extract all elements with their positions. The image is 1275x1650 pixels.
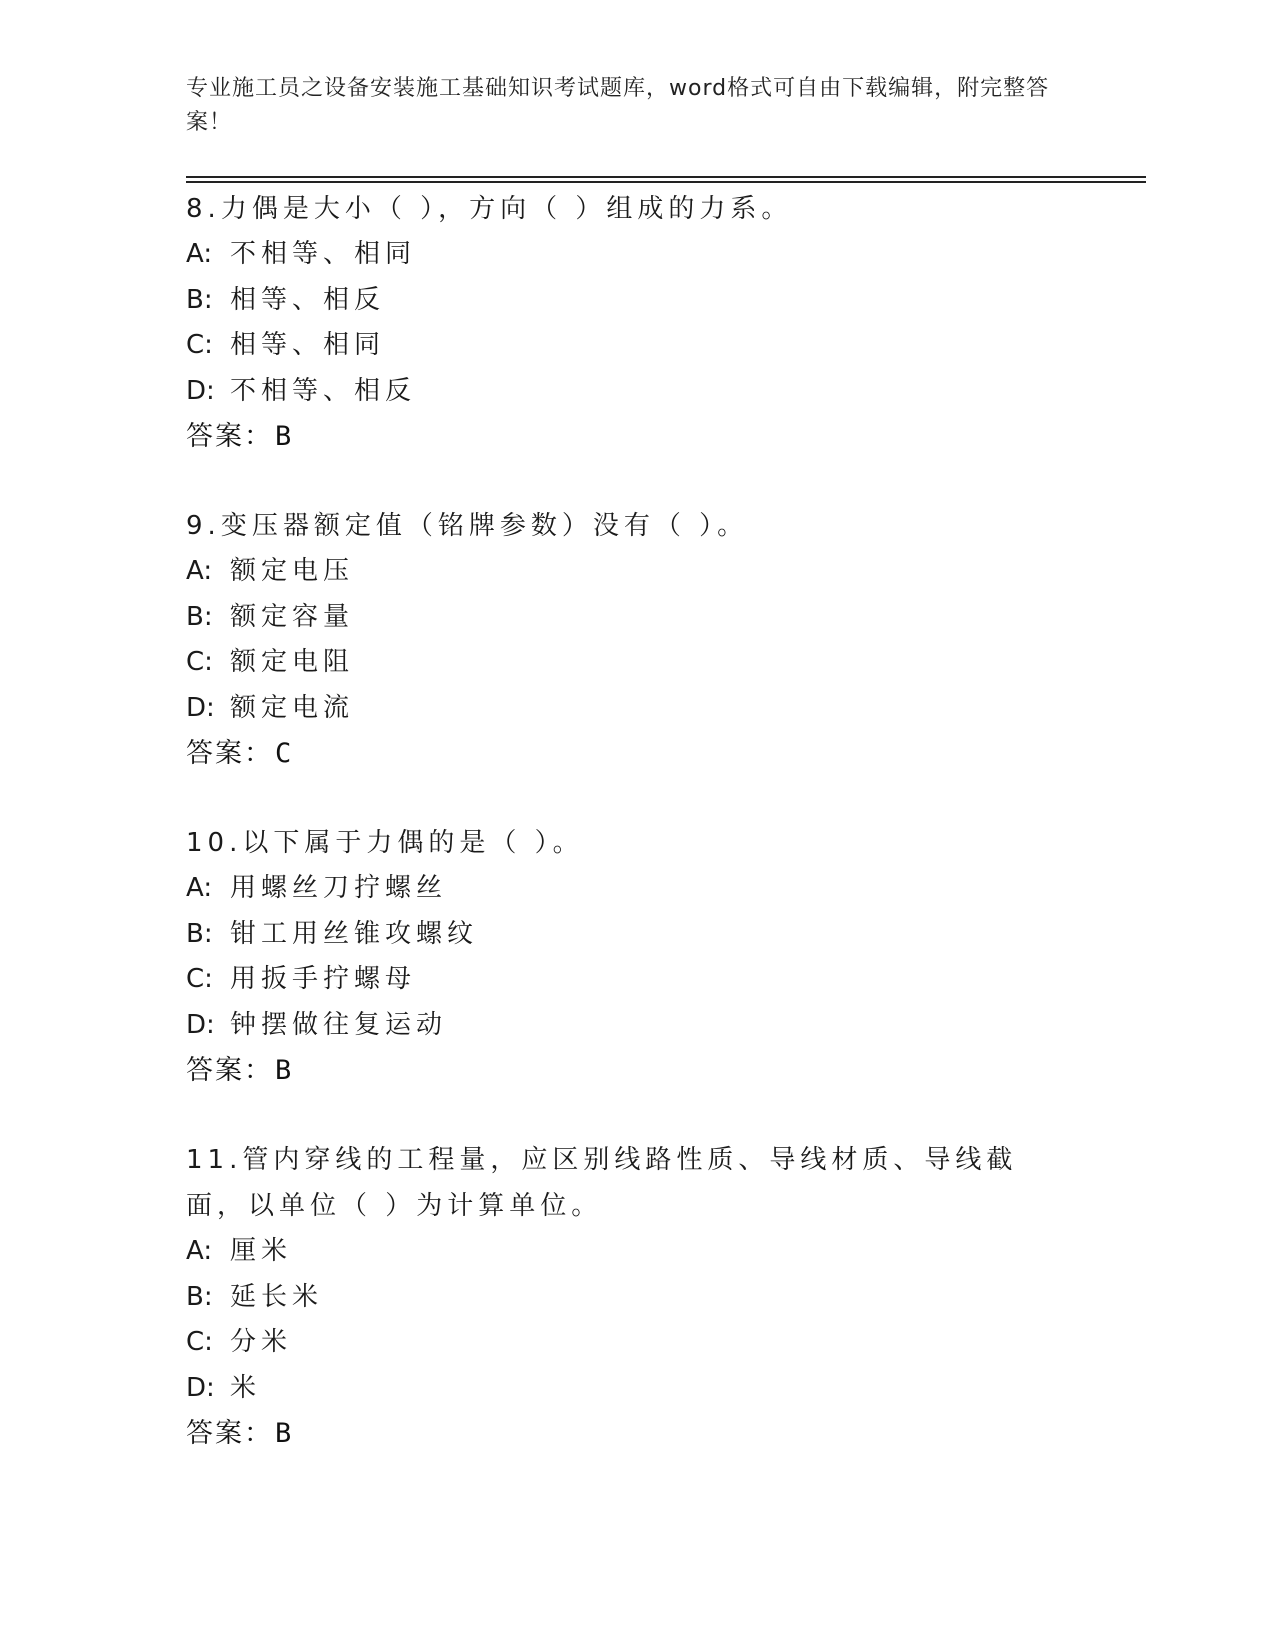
option-text: 钳工用丝锥攻螺纹 bbox=[230, 918, 479, 949]
option-text: 额定电阻 bbox=[230, 647, 355, 677]
question-number: 8. bbox=[186, 194, 221, 224]
question-text: 变压器额定值（铭牌参数）没有（ ）。 bbox=[220, 511, 749, 541]
option-a bbox=[186, 549, 1106, 595]
option-letter: A: bbox=[186, 239, 213, 269]
option-a bbox=[186, 232, 1106, 278]
option-letter: A: bbox=[186, 873, 213, 903]
answer-value: C bbox=[275, 738, 294, 769]
question-stem bbox=[186, 186, 1106, 232]
option-d bbox=[186, 369, 1106, 415]
question-text: 以下属于力偶的是（ ）。 bbox=[242, 828, 584, 858]
question-stem bbox=[186, 1137, 1066, 1229]
question-number: 10. bbox=[186, 828, 243, 858]
header-divider-bottom bbox=[186, 181, 1146, 183]
option-b bbox=[186, 595, 1106, 641]
option-text: 不相等、相同 bbox=[230, 239, 417, 269]
question-text: 管内穿线的工程量，应区别线路性质、导线材质、导线截面，以单位（ ）为计算单位。 bbox=[186, 1145, 1018, 1221]
question-number: 9. bbox=[186, 511, 221, 541]
option-letter: C: bbox=[186, 330, 213, 360]
option-letter: B: bbox=[186, 601, 213, 632]
option-text: 延长米 bbox=[230, 1281, 324, 1312]
option-text: 分米 bbox=[230, 1327, 293, 1357]
option-a bbox=[186, 1229, 1066, 1275]
option-text: 厘米 bbox=[230, 1236, 293, 1266]
answer-value: B bbox=[275, 1418, 294, 1449]
option-c bbox=[186, 323, 1106, 369]
option-letter: C: bbox=[186, 964, 213, 994]
option-text: 用扳手拧螺母 bbox=[230, 964, 417, 994]
option-letter: B: bbox=[186, 1281, 213, 1312]
option-letter: D: bbox=[186, 1009, 215, 1040]
question-number: 11. bbox=[186, 1145, 243, 1175]
question-stem bbox=[186, 820, 1106, 866]
question-block bbox=[186, 820, 1106, 1094]
option-b bbox=[186, 1275, 1066, 1321]
option-text: 米 bbox=[230, 1372, 262, 1403]
answer-label: 答案： bbox=[186, 1418, 273, 1449]
answer-line bbox=[186, 731, 1106, 777]
option-a bbox=[186, 866, 1106, 912]
option-c bbox=[186, 957, 1106, 1003]
question-stem bbox=[186, 503, 1106, 549]
option-letter: B: bbox=[186, 284, 213, 315]
question-text: 力偶是大小（ ），方向（ ）组成的力系。 bbox=[220, 194, 793, 224]
option-text: 用螺丝刀拧螺丝 bbox=[230, 873, 448, 903]
option-b bbox=[186, 278, 1106, 324]
option-text: 钟摆做往复运动 bbox=[230, 1009, 448, 1040]
question-block bbox=[186, 1137, 1066, 1457]
option-text: 额定电压 bbox=[230, 556, 355, 586]
option-letter: A: bbox=[186, 1236, 213, 1266]
option-text: 相等、相反 bbox=[230, 284, 386, 315]
option-letter: D: bbox=[186, 375, 215, 406]
option-letter: D: bbox=[186, 692, 215, 723]
option-d bbox=[186, 1366, 1066, 1412]
answer-line bbox=[186, 1048, 1106, 1094]
option-letter: D: bbox=[186, 1372, 215, 1403]
answer-label: 答案： bbox=[186, 421, 273, 452]
option-letter: C: bbox=[186, 647, 213, 677]
header-divider-top bbox=[186, 176, 1146, 178]
option-text: 额定电流 bbox=[230, 692, 355, 723]
option-d bbox=[186, 686, 1106, 732]
option-d bbox=[186, 1003, 1106, 1049]
answer-line bbox=[186, 414, 1106, 460]
option-letter: A: bbox=[186, 556, 213, 586]
question-block bbox=[186, 503, 1106, 777]
document-header: 专业施工员之设备安装施工基础知识考试题库，word格式可自由下载编辑，附完整答案！ bbox=[186, 76, 1050, 135]
option-b bbox=[186, 912, 1106, 958]
answer-label: 答案： bbox=[186, 738, 273, 769]
option-letter: C: bbox=[186, 1327, 213, 1357]
option-text: 额定容量 bbox=[230, 601, 355, 632]
option-c bbox=[186, 640, 1106, 686]
answer-line bbox=[186, 1411, 1066, 1457]
option-letter: B: bbox=[186, 918, 213, 949]
option-text: 不相等、相反 bbox=[230, 375, 417, 406]
option-c bbox=[186, 1320, 1066, 1366]
option-text: 相等、相同 bbox=[230, 330, 386, 360]
question-block bbox=[186, 186, 1106, 460]
answer-value: B bbox=[275, 421, 294, 452]
answer-label: 答案： bbox=[186, 1055, 273, 1086]
answer-value: B bbox=[275, 1055, 294, 1086]
